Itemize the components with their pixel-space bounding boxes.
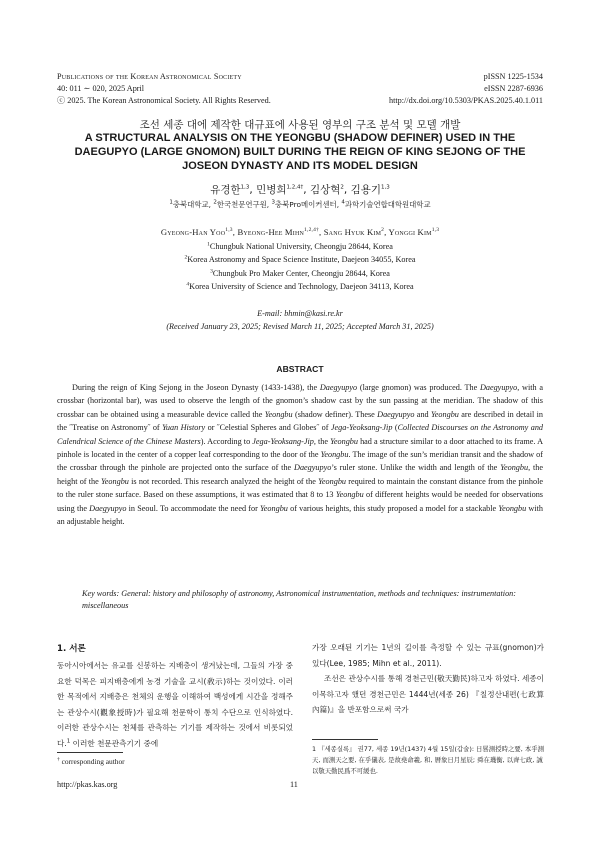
authors-korean: 유경한$^{1,3}$, 민병희$^{1,2,4\dagger}$, 김상혁$^2$, 김용기$^{1,3}$ (210, 184, 390, 196)
journal-name: Publications of the Korean Astronomical Society (57, 72, 242, 81)
copyright-line: ⓒ 2025. The Korean Astronomical Society. All Rights Reserved. (57, 96, 271, 105)
section-heading: 1. 서론 (57, 644, 86, 654)
affiliations-korean: $^1$충북대학교, $^2$한국천문연구원, $^3$충북Pro메이커센터, $^4$과학기술연합대학원대학교 (169, 199, 431, 209)
author-ko: 민병희$^{1,2,4\dagger}$ (256, 184, 304, 196)
eissn: eISSN 2287-6936 (484, 84, 543, 93)
body-column-right: 가장 오래된 기기는 1년의 길이를 측정할 수 있는 규표(gnomon)가 있다(Lee, 1985; Mihn et al., 2011). 조선은 관상수시를 통해 경천근민(敬天勤民)하고자 하였다. 세종이 이목하고자 했던 경천근민은 1444년(세종 26) 『칠정산내편(七政算內篇)』을 반포함으로써 국가 (312, 643, 544, 715)
pissn: pISSN 1225-1534 (483, 72, 543, 81)
received-dates: (Received January 23, 2025; Revised March 11, 2025; Accepted March 31, 2025) (166, 322, 434, 331)
email-line[interactable]: E-mail: bhmin@kasi.re.kr (257, 309, 343, 318)
author-ko: 김용기$^{1,3}$ (350, 184, 390, 196)
affiliation-3: $^3$Chungbuk Pro Maker Center, Cheongju 28644, Korea (210, 268, 390, 278)
title-english (50, 131, 550, 173)
body-column-left: 동아시아에서는 유교를 신봉하는 지배층이 생겨났는데, 그들의 가장 중요한 덕목은 피지배층에게 농경 기술을 교시(敎示)하는 것이었다. 이러한 목적에서 지배층은 천체의 운행을 이해하여 백성에게 시간을 정해주는 관상수시(觀象授時)가 필요해 천문학이 통치 수단으로 인식하였다. 이러한 관상수시는 천체를 관측하는 기기를 제작하는 것에서 비롯되었다.$^1$ 이러한 천문관측기기 중에 (57, 661, 293, 748)
author-ko: 유경한$^{1,3}$ (210, 184, 250, 196)
footnote-rule (57, 752, 123, 753)
page-number: 11 (290, 780, 298, 789)
author-ko: 김상혁$^2$ (309, 184, 344, 196)
footnote-1: 1 『세종실록』 권77, 세종 19년(1437) 4월 15일(갑술): 日晷測授時之要, 本乎測天, 而測天之要, 在乎儀表, 是故堯命羲, 和, 暦象日月星辰; 舜在璣衡, 以齊七政, 誠以敬天勤民爲不可緩也. (312, 745, 544, 775)
journal-header-right (343, 71, 543, 107)
footnote-corresponding: † corresponding author (57, 756, 125, 766)
journal-header-left (57, 71, 377, 107)
title-korean: 조선 세종 대에 제작한 대규표에 사용된 영부의 구조 분석 및 모델 개발 (139, 119, 461, 131)
keywords: Key words: General: history and philosophy of astronomy, Astronomical instrumentation, methods and techniques: instrumentation: miscellaneous (82, 589, 516, 611)
volume-line: 40: 011 ∼ 020, 2025 April (57, 84, 145, 93)
title-english-line1: A STRUCTURAL ANALYSIS ON THE YEONGBU (SHADOW DEFINER) USED IN THE (84, 132, 516, 144)
title-english-line3: JOSEON DYNASTY AND ITS MODEL DESIGN (182, 160, 418, 172)
affiliations-english (40, 240, 560, 294)
footnote-rule (312, 739, 378, 740)
abstract-heading: ABSTRACT (276, 364, 324, 374)
doi-link[interactable]: http://dx.doi.org/10.5303/PKAS.2025.40.1.011 (389, 96, 543, 105)
affiliation-1: $^1$Chungbuk National University, Cheongju 28644, Korea (207, 241, 393, 251)
abstract-body: During the reign of King Sejong in the Joseon Dynasty (1433-1438), the Daegyupyo (large gnomon) was produced. The Daegyupyo, with a crossbar (horizontal bar), was used to observe the length of the gnomon’s shadow cast by the sun passing at the meridian. The shadow of this crossbar can be obtained using a measurable device called the Yeongbu (shadow definer). These Daegyupyo and Yeongbu are described in detail in the ˝Treatise on Astronomy˝ of Yuan History or ˝Celestial Spheres and Globes˝ of Jega-Yeoksang-Jip (Collected Discourses on the Astronomy and Calendrical Science of the Chinese Masters). According to Jega-Yeoksang-Jip, the Yeongbu had a structure similar to a door attached to its frame. A pinhole is located in the center of a copper leaf corresponding to the door of the Yeongbu. The image of the sun’s meridian transit and the shadow of the crossbar through the pinhole are projected onto the surface of the Daegyupyo’s ruler stone. Unlike the width and length of the Yeongbu, the height of the Yeongbu is not recorded. This research analyzed the height of the Yeongbu required to maintain the constant distance from the pinhole to the ruler stone surface. Based on these assumptions, it was estimated that 8 to 13 Yeongbu of different heights would be needed for observations using the Daegyupyo in Seoul. To accommodate the need for Yeongbu of various heights, this study proposed a model for a stackable Yeongbu with an adjustable height. (57, 383, 544, 527)
authors-english: Gyeong-Han Yoo$^{1,3}$, Byeong-Hee Mihn$^{1,2,4\dagger}$, Sang Hyuk Kim$^2$, Yonggi Kim$^{1,3}$ (160, 227, 440, 237)
footer-url[interactable]: http://pkas.kas.org (57, 780, 118, 789)
title-english-line2: DAEGUPYO (LARGE GNOMON) BUILT DURING THE REIGN OF KING SEJONG OF THE (74, 146, 526, 158)
affiliation-2: $^2$Korea Astronomy and Space Science Institute, Daejeon 34055, Korea (184, 254, 416, 265)
affiliation-4: $^4$Korea University of Science and Technology, Daejeon 34113, Korea (186, 281, 414, 292)
